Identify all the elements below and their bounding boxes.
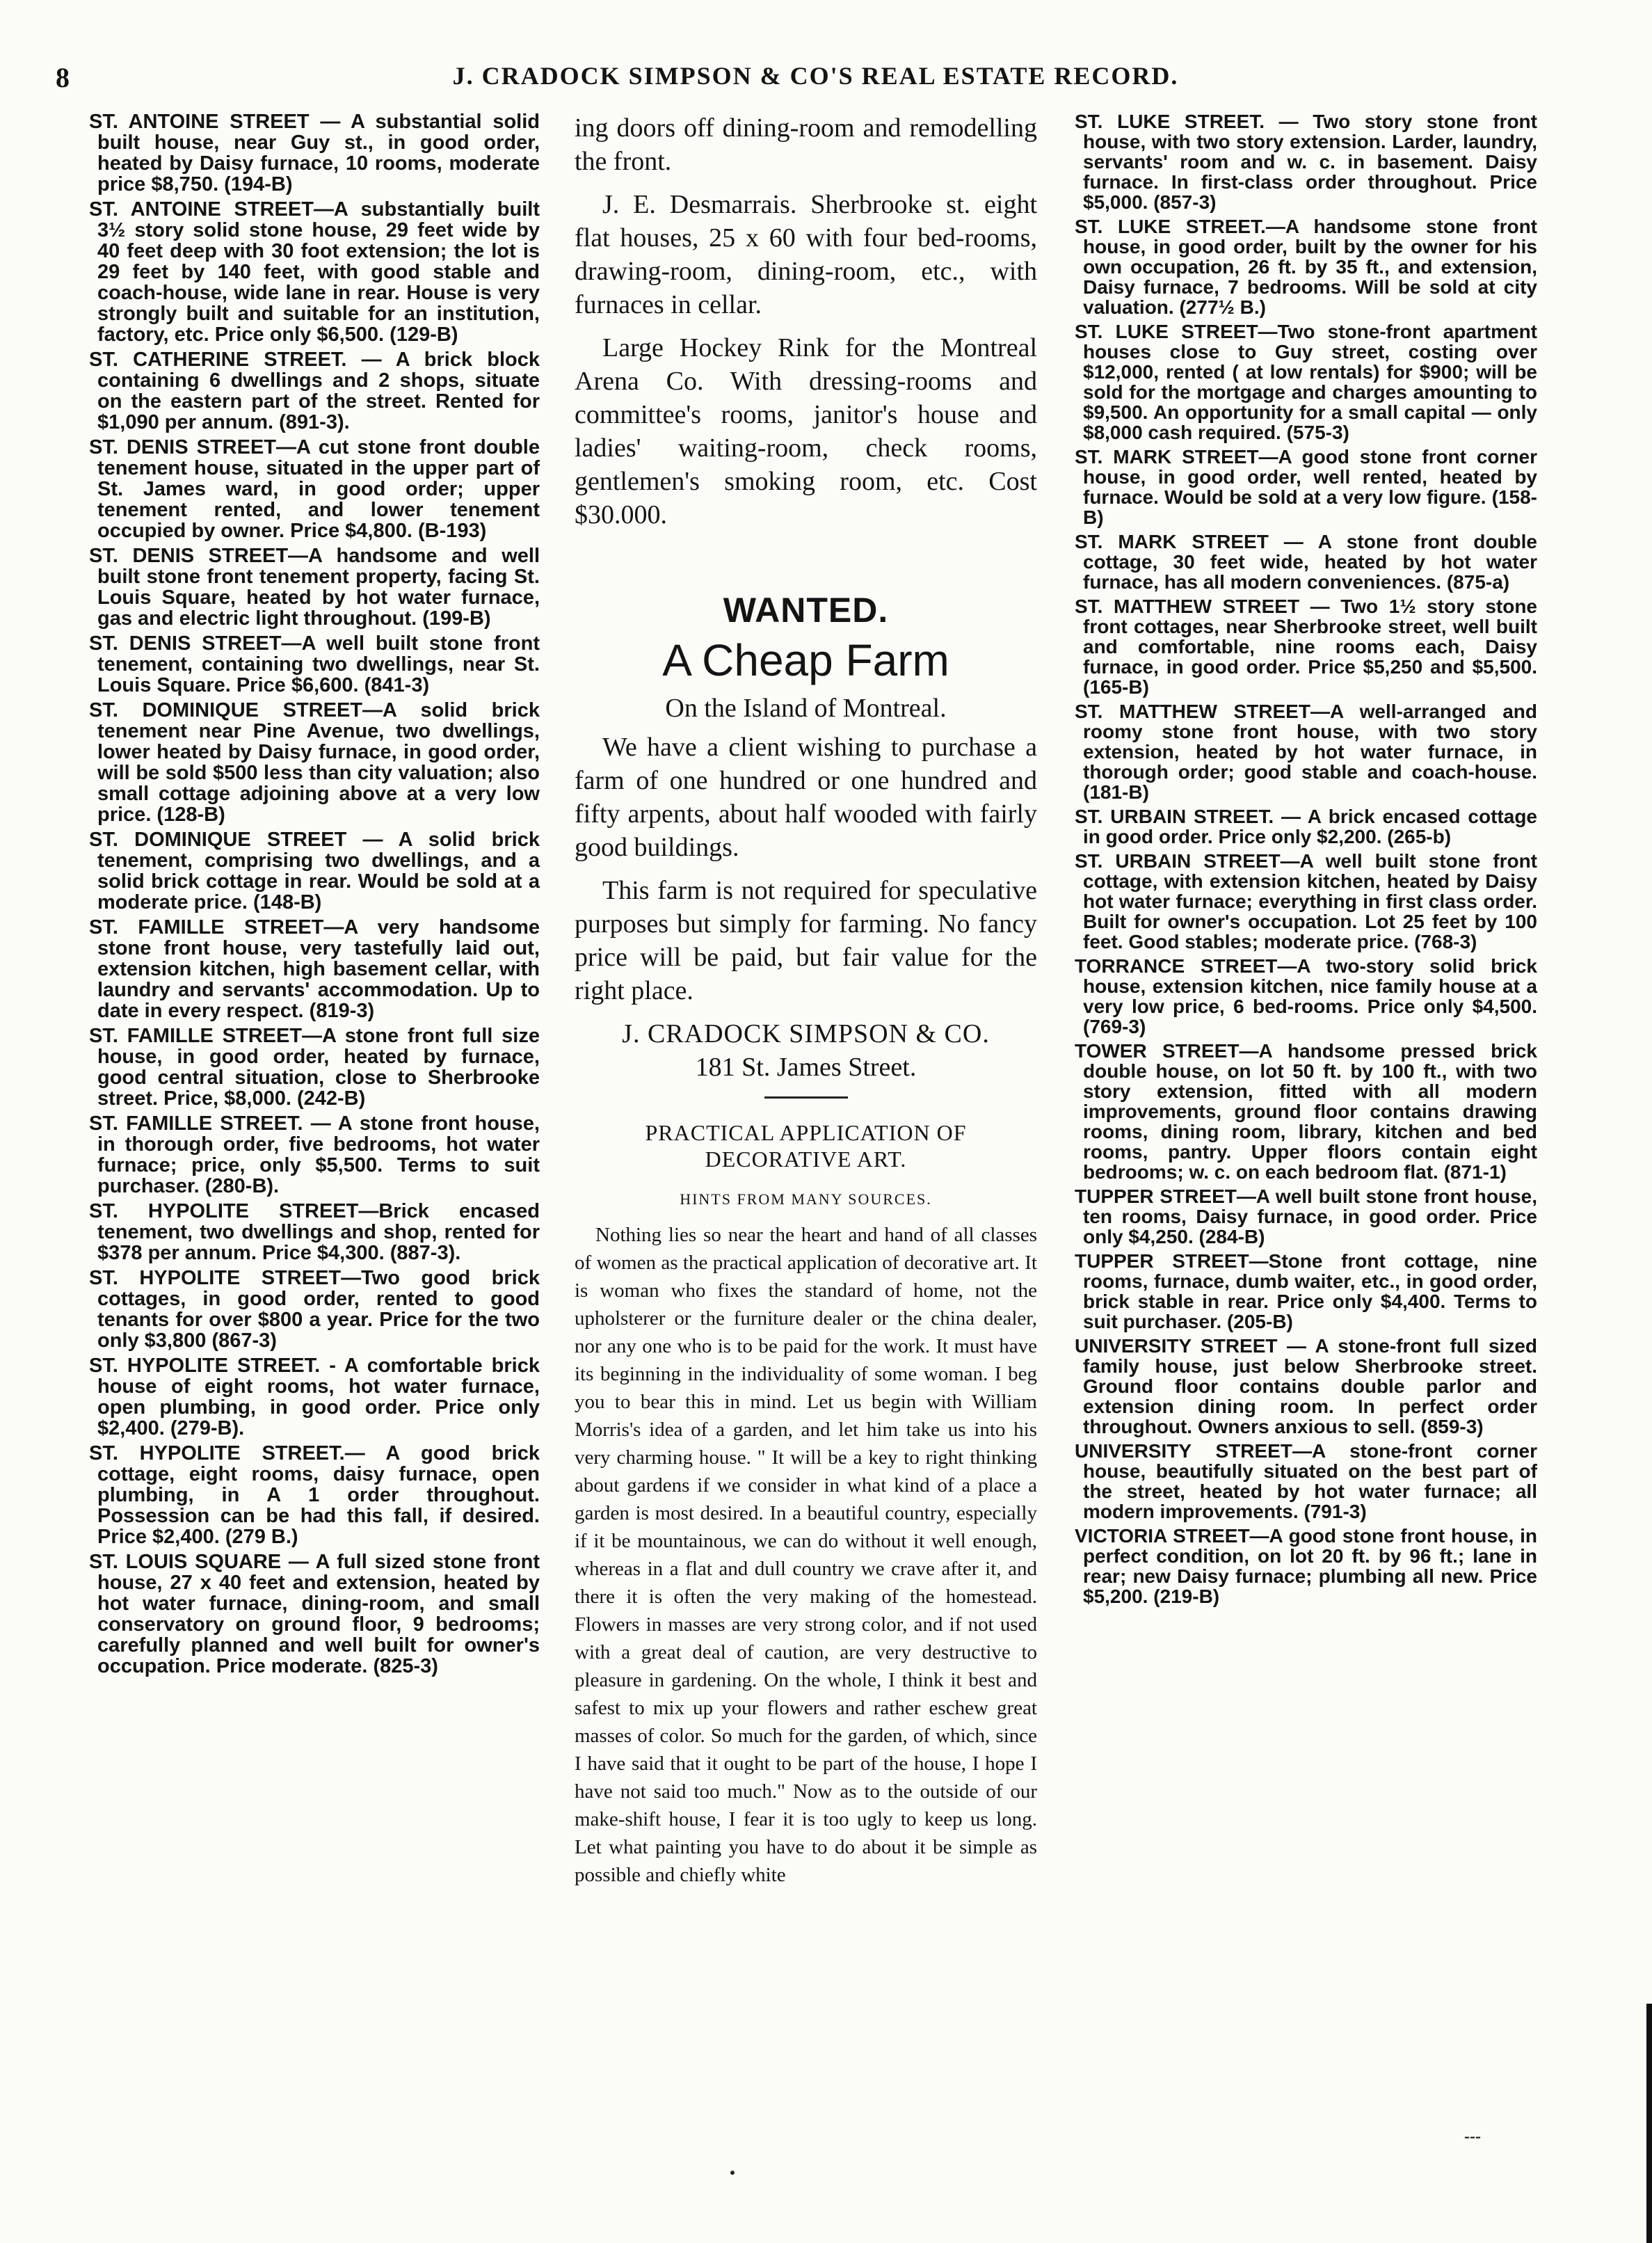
firm-name: J. CRADOCK SIMPSON & CO.	[622, 1019, 990, 1048]
page-header	[56, 61, 1575, 103]
ad-paragraph: We have a client wishing to purchase a farm of one hundred or one hundred and fifty arpents, about half wooded with fairly good buildings.	[575, 733, 1037, 862]
article-title: PRACTICAL APPLICATION OF DECORATIVE ART.	[645, 1120, 967, 1172]
listing-entry: ST. FAMILLE STREET. — A stone front house, in thorough order, five bedrooms, hot water furnace; price, only $5,500. Terms to suit purchaser. (280-B).	[89, 1112, 540, 1197]
listing-entry: TOWER STREET—A handsome pressed brick double house, on lot 50 ft. by 100 ft., with two story extension, fitted with all modern improvements, ground floor contains drawing rooms, dining room, library, kitchen and bed rooms, pantry. Upper floors contain eight bedrooms; w. c. on each bedroom flat. (871-1)	[1075, 1040, 1537, 1183]
listing-entry: TORRANCE STREET—A two-story solid brick house, extension kitchen, nice family house at a very low price, 6 bed-rooms. Price only $4,500. (769-3)	[1075, 955, 1537, 1037]
print-speck	[730, 2171, 735, 2175]
farm-heading: A Cheap Farm	[662, 635, 949, 685]
listing-entry: ST. HYPOLITE STREET.— A good brick cottage, eight rooms, daisy furnace, open plumbing, in A 1 order throughout. Possession can be had this fall, if desired. Price $2,400. (279 B.)	[89, 1442, 540, 1548]
listing-entry: ST. HYPOLITE STREET—Two good brick cottages, in good order, rented to good tenants for over $800 a year. Price for the two only $3,800 (867-3)	[89, 1267, 540, 1352]
farm-subheading: On the Island of Montreal.	[665, 694, 947, 723]
listing-entry: UNIVERSITY STREET — A stone-front full sized family house, just below Sherbrooke street. Ground floor contains double parlor and extension dining room. In perfect order throughout. Owners anxious to sell. (859-3)	[1075, 1335, 1537, 1437]
article-subtitle: HINTS FROM MANY SOURCES.	[680, 1190, 932, 1208]
wanted-heading: WANTED.	[723, 591, 889, 630]
listing-entry: ST. FAMILLE STREET—A stone front full size house, in good order, heated by furnace, good central situation, close to Sherbrooke street. Price, $8,000. (242-B)	[89, 1025, 540, 1110]
footer-mark: ---	[1464, 2128, 1481, 2146]
listing-entry: ST. ANTOINE STREET — A substantial solid built house, near Guy st., in good order, heated by Daisy furnace, 10 rooms, moderate price $8,750. (194-B)	[89, 111, 540, 195]
listing-entry: ST. ANTOINE STREET—A substantially built 3½ story solid stone house, 29 feet wide by 40 feet deep with 30 foot extension; the lot is 29 feet by 140 feet, with good stable and coach-house, wide lane in rear. House is very strongly built and suitable for an institution, factory, etc. Price only $6,500. (129-B)	[89, 198, 540, 346]
listing-entry: ST. MATTHEW STREET—A well-arranged and roomy stone front house, with two story extension, heated by hot water furnace, in thorough order; good stable and coach-house. (181-B)	[1075, 701, 1537, 803]
page-number: 8	[56, 62, 70, 93]
body-paragraph: J. E. Desmarrais. Sherbrooke st. eight flat houses, 25 x 60 with four bed-rooms, drawing-room, dining-room, etc., with furnaces in cellar.	[575, 190, 1037, 319]
listing-entry: ST. DENIS STREET—A cut stone front double tenement house, situated in the upper part of St. James ward, in good order; upper tenement rented, and lower tenement occupied by owner. Price $4,800. (B-193)	[89, 436, 540, 542]
listing-entry: ST. LUKE STREET—Two stone-front apartment houses close to Guy street, costing over $12,000, rented ( at low rentals) for $900; will be sold for the mortgage and charges amounting to $9,500. An opportunity for a small capital — only $8,000 cash required. (575-3)	[1075, 321, 1537, 443]
center-column	[575, 111, 1037, 1889]
body-paragraph: Large Hockey Rink for the Montreal Arena Co. With dressing-rooms and committee's rooms, janitor's house and ladies' waiting-room, check rooms, gentlemen's smoking room, etc. Cost $30.000.	[575, 333, 1037, 529]
listing-entry: ST. CATHERINE STREET. — A brick block containing 6 dwellings and 2 shops, situate on the eastern part of the street. Rented for $1,090 per annum. (891-3).	[89, 349, 540, 433]
page-edge-shadow	[1646, 2004, 1652, 2243]
article-body: Nothing lies so near the heart and hand of all classes of women as the practical application of decorative art. It is woman who fixes the standard of home, not the upholsterer or the furniture dealer or the china dealer, nor any one who is to be paid for the work. It must have its beginning in the individuality of some woman. I beg you to bear this in mind. Let us begin with William Morris's idea of a garden, and let him take us into his very charming house. " It will be a key to right thinking about gardens if we consider in what kind of a place a garden is most desired. In a beautiful country, especially if it be mountainous, we can do without it well enough, whereas in a flat and dull country we crave after it, and there it is often the very making of the homestead. Flowers in masses are very strong color, and if not used with a great deal of caution, are very destructive to pleasure in gardening. On the whole, I think it best and safest to mix up your flowers and rather eschew great masses of color. So much for the garden, of which, since I have said that it ought to be part of the house, I hope I have not said too much." Now as to the outside of our make-shift house, I fear it is too ugly to keep us long. Let what painting you have to do about it be simple as possible and chiefly white	[575, 1224, 1037, 1886]
listing-entry: ST. FAMILLE STREET—A very handsome stone front house, very tastefully laid out, extension kitchen, high basement cellar, with laundry and servants' accommodation. Up to date in every respect. (819-3)	[89, 916, 540, 1022]
listing-entry: ST. LOUIS SQUARE — A full sized stone front house, 27 x 40 feet and extension, heated by hot water furnace, dining-room, and small conservatory on ground floor, 9 bedrooms; carefully planned and well built for owner's occupation. Price moderate. (825-3)	[89, 1551, 540, 1677]
listing-entry: ST. MATTHEW STREET — Two 1½ story stone front cottages, near Sherbrooke street, well built and comfortable, nine rooms each, Daisy furnace, in good order. Price $5,250 and $5,500. (165-B)	[1075, 596, 1537, 698]
listing-entry: ST. URBAIN STREET. — A brick encased cottage in good order. Price only $2,200. (265-b)	[1075, 806, 1537, 847]
listing-entry: ST. MARK STREET — A stone front double cottage, 30 feet wide, heated by hot water furnace, has all modern conveniences. (875-a)	[1075, 531, 1537, 593]
listings-column-left	[89, 111, 540, 1681]
listing-entry: ST. DENIS STREET—A well built stone front tenement, containing two dwellings, near St. Louis Square. Price $6,600. (841-3)	[89, 632, 540, 696]
listing-entry: ST. DOMINIQUE STREET — A solid brick tenement, comprising two dwellings, and a solid brick cottage in rear. Would be sold at a moderate price. (148-B)	[89, 829, 540, 913]
body-paragraph: ing doors off dining-room and remodelling the front.	[575, 113, 1037, 176]
listing-entry: ST. HYPOLITE STREET. - A comfortable brick house of eight rooms, hot water furnace, open plumbing, in good order. Price only $2,400. (279-B).	[89, 1355, 540, 1439]
listing-entry: ST. URBAIN STREET—A well built stone front cottage, with extension kitchen, heated by Daisy hot water furnace; everything in first class order. Built for owner's occupation. Lot 25 feet by 100 feet. Good stables; moderate price. (768-3)	[1075, 850, 1537, 952]
section-divider	[764, 1096, 848, 1099]
listing-entry: TUPPER STREET—A well built stone front house, ten rooms, Daisy furnace, in good order. Price only $4,250. (284-B)	[1075, 1186, 1537, 1247]
listing-entry: VICTORIA STREET—A good stone front house, in perfect condition, on lot 20 ft. by 96 ft.; lane in rear; new Daisy furnace; plumbing all new. Price $5,200. (219-B)	[1075, 1525, 1537, 1607]
listing-entry: ST. DOMINIQUE STREET—A solid brick tenement near Pine Avenue, two dwellings, lower heated by Daisy furnace, in good order, will be sold $500 less than city valuation; also small cottage adjoining above at a very low price. (128-B)	[89, 699, 540, 826]
listing-entry: ST. DENIS STREET—A handsome and well built stone front tenement property, facing St. Louis Square, heated by hot water furnace, gas and electric light throughout. (199-B)	[89, 545, 540, 630]
ad-paragraph: This farm is not required for speculative purposes but simply for farming. No fancy price will be paid, but fair value for the right place.	[575, 876, 1037, 1005]
listing-entry: TUPPER STREET—Stone front cottage, nine rooms, furnace, dumb waiter, etc., in good order, brick stable in rear. Price only $4,400. Terms to suit purchaser. (205-B)	[1075, 1250, 1537, 1332]
listing-entry: ST. HYPOLITE STREET—Brick encased tenement, two dwellings and shop, rented for $378 per annum. Price $4,300. (887-3).	[89, 1200, 540, 1264]
listing-entry: UNIVERSITY STREET—A stone-front corner house, beautifully situated on the best part of the street, heated by hot water furnace; all modern improvements. (791-3)	[1075, 1440, 1537, 1522]
listings-column-right	[1075, 111, 1537, 1611]
listing-entry: ST. MARK STREET—A good stone front corner house, in good order, well rented, heated by furnace. Would be sold at a very low figure. (158-B)	[1075, 446, 1537, 528]
listing-entry: ST. LUKE STREET. — Two story stone front house, with two story extension. Larder, laundry, servants' room and w. c. in basement. Daisy furnace. In first-class order throughout. Price $5,000. (857-3)	[1075, 111, 1537, 213]
page-title: J. CRADOCK SIMPSON & CO'S REAL ESTATE RECORD.	[452, 62, 1179, 90]
listing-entry: ST. LUKE STREET.—A handsome stone front house, in good order, built by the owner for his own occupation, 26 ft. by 35 ft., and extension, Daisy furnace, 7 bedrooms. Will be sold at city valuation. (277½ B.)	[1075, 216, 1537, 318]
firm-address: 181 St. James Street.	[695, 1053, 917, 1082]
